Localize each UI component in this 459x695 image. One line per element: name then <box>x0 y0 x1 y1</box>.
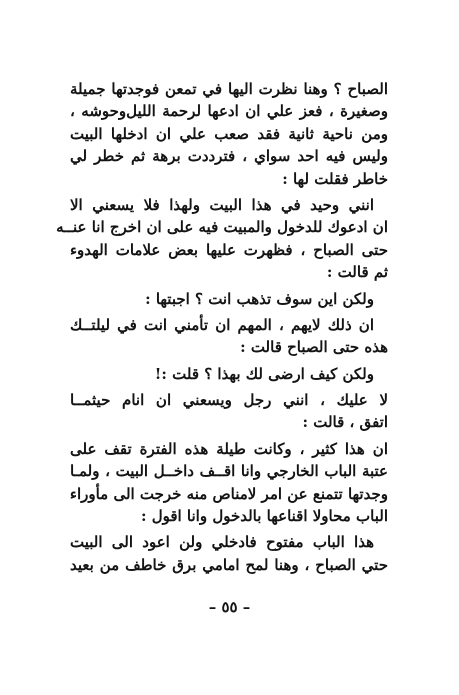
text-line: وصغيرة ، فعز علي ان ادعها لرحمة الليل‌وحوشه ، <box>70 102 388 121</box>
text-line: ولكن كيف ارضى لك بهذا ؟ قلت :! <box>154 364 374 383</box>
text-line: ان هذا كثير ، وكانت طيلة هذه الفترة تقف على <box>70 439 388 458</box>
text-line: ان ادعوك للدخول والمبيت فيه على ان اخرج انا عنــه <box>56 218 388 237</box>
text-line: خاطر فقلت لها : <box>282 169 388 188</box>
text-line: هذا الباب مفتوح فادخلي ولن اعود الى البيت <box>70 533 374 552</box>
text-line: عتبة الباب الخارجي وانا اقــف داخــل البيت ، ولمـا <box>70 462 388 481</box>
text-line: لا عليك ، انني رجل ويسعني ان انام حيثمــا <box>70 391 388 410</box>
text-line: اتفق ، قالت : <box>302 413 388 432</box>
text-line: ومن ناحية ثانية فقد صعب علي ان ادخلها البيت <box>70 124 388 143</box>
text-line: الباب محاولا اقناعها بالدخول وانا اقول : <box>140 507 388 526</box>
text-line: ان ذلك لايهم ، المهم ان تأمني انت في ليلتــك <box>70 315 374 334</box>
text-line: وجدتها تتمنع عن امر لامناص منه خرجت الى مأوراء <box>69 484 388 503</box>
text-line: ثم قالت : <box>326 263 388 282</box>
text-line: حتي الصباح ، وهنا لمح امامي برق خاطف من بعيد <box>70 555 388 574</box>
text-line: انني وحيد في هذا البيت ولهذا فلا يسعني الا <box>70 195 374 214</box>
page-body-text <box>56 78 388 576</box>
text-line: وليس فيه احد سواي ، فترددت برهة ثم خطر لي <box>70 147 388 166</box>
page-number: – ٥٥ – <box>208 598 251 616</box>
text-line: حتى الصباح ، فظهرت عليها بعض علامات الهدوء <box>70 240 388 259</box>
text-line: الصباح ؟ وهنا نظرت اليها في تمعن فوجدتها جميلة <box>70 80 388 98</box>
text-line: ولكن اين سوف تذهب انت ؟ اجبتها : <box>145 289 374 308</box>
text-line: هذه حتى الصباح قالت : <box>240 338 388 357</box>
